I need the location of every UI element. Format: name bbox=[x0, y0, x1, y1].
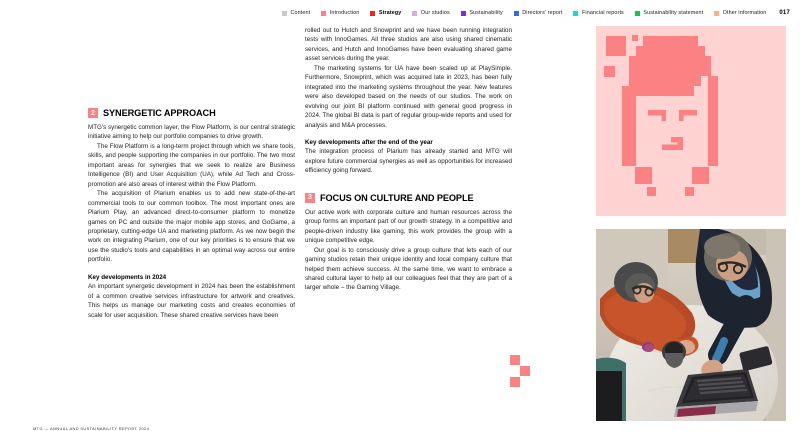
nav-item-label: Other information bbox=[722, 10, 767, 16]
photo-svg bbox=[596, 229, 786, 421]
paragraph: The marketing systems for UA have been scaled up at PlaySimple. Furthermore, Snowprint, which was acquired late in 2023, has been fully integrated into the marketing systems throughout the year. New features were also developed based on the needs of our studios. The work on evolving our joint BI platform continued with general good progress in 2024. The global BI data is part of regular group-wide reports and used for analysis and M&A processes. bbox=[305, 64, 512, 129]
section-title: SYNERGETIC APPROACH bbox=[103, 108, 216, 118]
paragraph: Our goal is to consciously drive a group culture that lets each of our gaming studios retain their unique identity and local company culture that helped them achieve success. At the same time, we want to embrace a shared cultural layer to help all our colleagues feel that they are part of a larger whole – the Gaming Village. bbox=[305, 246, 512, 292]
paragraph: The integration process of Plarium has already started and MTG will explore future commercial synergies as well as opportunities for increased efficiency going forward. bbox=[305, 148, 512, 175]
nav-item-label: Our studios bbox=[420, 10, 450, 16]
subheading-key-developments-after-year-end: Key developments after the end of the year bbox=[305, 138, 433, 146]
nav-item-other-information[interactable] bbox=[714, 10, 766, 16]
pink-pixel-squares bbox=[510, 355, 540, 387]
paragraph: MTG's synergetic common layer, the Flow Platform, is our central strategic initiative aiming to help our portfolio companies to drive growth. bbox=[88, 124, 295, 141]
nav-swatch-icon bbox=[573, 11, 578, 16]
nav-swatch-icon bbox=[412, 11, 417, 16]
nav-item-strategy[interactable] bbox=[370, 10, 401, 16]
pixel-art-face-illustration bbox=[596, 26, 786, 216]
nav-item-label: Content bbox=[290, 10, 311, 16]
nav-swatch-icon bbox=[635, 11, 640, 16]
photo-two-colleagues-with-laptop bbox=[596, 229, 786, 421]
nav-item-label: Sustainability bbox=[469, 10, 503, 16]
subheading-key-developments-2024: Key developments in 2024 bbox=[88, 273, 167, 281]
page-footer: MTG — ANNUAL AND SUSTAINABILITY REPORT 2024 bbox=[33, 426, 150, 431]
nav-item-financial-reports[interactable] bbox=[573, 10, 623, 16]
nav-item-directors-report[interactable] bbox=[514, 10, 563, 16]
section-number-badge: 3 bbox=[305, 193, 315, 203]
nav-item-label: Sustainability statement bbox=[643, 10, 704, 16]
nav-item-our-studios[interactable] bbox=[412, 10, 449, 16]
deco-square bbox=[520, 366, 530, 376]
nav-swatch-icon bbox=[282, 11, 287, 16]
nav-item-label: Directors' report bbox=[522, 10, 563, 16]
paragraph: The acquisition of Plarium enables us to add new state-of-the-art commercial tools to our common toolbox. The most important ones are Plarium Play, an advanced direct-to-consumer platform to monetize games on PC and outside the major mobile app stores, and GoGame, a proprietary, cutting-edge UA and marketing platform. As we now begin the work on integrating Plarium, one of our key priorities is to ensure that we use the studio's tools and capabilities in an optimal way across our entire portfolio. bbox=[88, 190, 295, 264]
nav-swatch-icon bbox=[461, 11, 466, 16]
paragraph: An important synergetic development in 2024 has been the establishment of a common creative services infrastructure for artwork and creatives. This helps us manage our marketing costs and creates economies of scale for user acquisition. These shared creative services have been bbox=[88, 283, 295, 319]
section-number-badge: 2 bbox=[88, 108, 98, 118]
nav-swatch-icon bbox=[370, 11, 375, 16]
pixel-art-svg bbox=[596, 26, 786, 216]
paragraph: The Flow Platform is a long-term project through which we share tools, skills, and people supporting the companies in our portfolio. The two most important areas for synergies that we seek to realize are Business Intelligence (BI) and User Acquisition (UA), while Ad Tech and Cross-promotion are also areas of interest within the Flow Platform. bbox=[88, 142, 295, 188]
page-number: 017 bbox=[779, 10, 790, 16]
deco-square bbox=[510, 377, 520, 387]
nav-item-label: Introduction bbox=[329, 10, 360, 16]
paragraph: Our active work with corporate culture and human resources across the group forms an important part of our growth strategy. In a competitive and people-driven industry like gaming, this work provides the group with a unique competitive edge. bbox=[305, 208, 512, 245]
nav-item-sustainability[interactable] bbox=[461, 10, 503, 16]
section-heading-focus-on-culture-and-people bbox=[305, 193, 512, 203]
nav-item-sustainability-statement[interactable] bbox=[635, 10, 703, 16]
nav-item-label: Financial reports bbox=[581, 10, 624, 16]
top-navigation-bar bbox=[0, 0, 800, 26]
section-title: FOCUS ON CULTURE AND PEOPLE bbox=[320, 192, 474, 203]
left-text-column bbox=[88, 26, 295, 320]
middle-text-column bbox=[305, 26, 512, 293]
deco-square bbox=[510, 355, 520, 365]
nav-swatch-icon bbox=[714, 11, 719, 16]
nav-item-introduction[interactable] bbox=[321, 10, 359, 16]
nav-item-content[interactable] bbox=[282, 10, 310, 16]
nav-item-label: Strategy bbox=[378, 10, 402, 16]
paragraph: rolled out to Hutch and Snowprint and we have been running integration tests with InnoGames. All three studios are also using shared cinematic services, and Hutch and InnoGames have been evaluating shared game asset services during the year. bbox=[305, 27, 512, 63]
nav-swatch-icon bbox=[321, 11, 326, 16]
section-heading-synergetic-approach bbox=[88, 108, 295, 118]
nav-swatch-icon bbox=[514, 11, 519, 16]
